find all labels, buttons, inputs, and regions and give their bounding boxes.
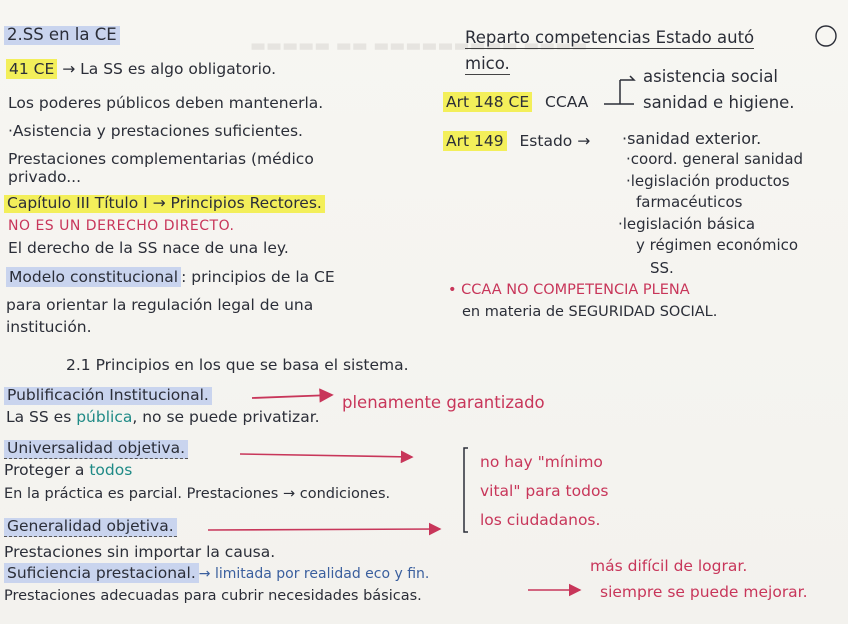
art149-line	[443, 134, 590, 150]
parcial-line: En la práctica es parcial. Prestaciones → condiciones.	[4, 486, 391, 502]
estado-item-1: ·sanidad exterior.	[622, 129, 762, 148]
complementarias-line: Prestaciones complementarias (médico	[8, 150, 314, 168]
plenamente-garantizado: plenamente garantizado	[342, 393, 545, 412]
principios-subheading: 2.1 Principios en los que se basa el sistema.	[66, 356, 409, 374]
reparto-title: Reparto competencias Estado autó	[465, 28, 755, 47]
privado-line: privado...	[8, 168, 82, 186]
publica-a: La SS es	[6, 408, 77, 426]
modelo-line	[6, 270, 335, 286]
right-note-2: siempre se puede mejorar.	[600, 583, 808, 601]
section-title: 2.SS en la CE	[4, 26, 120, 45]
reparto-title-cont: mico.	[465, 54, 510, 73]
art41-text: La SS es algo obligatorio.	[80, 60, 277, 78]
modelo-label: Modelo constitucional	[6, 267, 181, 287]
art148-line	[443, 95, 588, 111]
ccaa-label: CCAA	[545, 93, 589, 111]
publificacion-label: Publificación Institucional.	[4, 387, 212, 405]
estado-item-3: ·legislación productos	[626, 172, 790, 190]
ccaa-no-competencia: • CCAA NO COMPETENCIA PLENA	[448, 282, 690, 298]
notes-bracket	[464, 448, 468, 532]
ccaa-item-sanidad: sanidad e higiene.	[643, 93, 795, 112]
ccaa-item-asistencia: asistencia social	[643, 67, 779, 86]
corner-scribble-icon	[816, 26, 836, 46]
generalidad-arrow	[208, 529, 440, 530]
no-derecho-directo: NO ES UN DERECHO DIRECTO.	[8, 218, 235, 234]
art41-label: 41 CE	[6, 59, 57, 79]
bracket-note-1: no hay "mínimo	[480, 453, 603, 471]
suficiencia-label: Suficiencia prestacional.	[4, 563, 199, 583]
bleed-through-text: ▬▬▬▬▬ ▬▬ ▬▬▬▬▬▬▬▬▬ ▬▬▬▬	[250, 36, 588, 56]
universalidad-label: Universalidad objetiva.	[4, 440, 188, 459]
capitulo-label: Capítulo III Título I → Principios Rectores.	[4, 195, 325, 213]
art41-arrow: →	[62, 60, 76, 78]
publica-line	[6, 410, 320, 426]
derecho-ley-line: El derecho de la SS nace de una ley.	[8, 239, 289, 257]
art41-line	[6, 62, 276, 78]
proteger-a: Proteger a	[4, 461, 90, 479]
estado-item-4: farmacéuticos	[636, 193, 743, 211]
generalidad-label: Generalidad objetiva.	[4, 518, 177, 537]
modelo-rest: : principios de la CE	[181, 268, 335, 286]
ccaa-bracket	[604, 76, 634, 104]
estado-label: Estado →	[519, 132, 591, 150]
bracket-note-2: vital" para todos	[480, 482, 609, 500]
proteger-line	[4, 463, 132, 479]
estado-item-6: y régimen económico	[636, 236, 799, 254]
sin-importar-line: Prestaciones sin importar la causa.	[4, 543, 276, 561]
proteger-b: todos	[89, 461, 133, 479]
art148-label: Art 148 CE	[443, 92, 532, 112]
estado-item-5: ·legislación básica	[618, 215, 756, 233]
publica-b: pública	[76, 408, 133, 426]
poderes-line: Los poderes públicos deben mantenerla.	[8, 94, 324, 112]
publificacion-arrow	[252, 395, 332, 398]
bracket-note-3: los ciudadanos.	[480, 511, 601, 529]
estado-item-2: ·coord. general sanidad	[626, 150, 804, 168]
ccaa-materia: en materia de SEGURIDAD SOCIAL.	[462, 304, 718, 320]
institucion-line: institución.	[6, 318, 92, 336]
suficiencia-line	[4, 566, 429, 582]
adecuadas-line: Prestaciones adecuadas para cubrir necesidades básicas.	[4, 588, 422, 604]
orientar-line: para orientar la regulación legal de una	[6, 296, 314, 314]
suficiencia-note: → limitada por realidad eco y fin.	[198, 566, 430, 582]
right-note-1: más difícil de lograr.	[590, 557, 748, 575]
asistencia-line: ·Asistencia y prestaciones suficientes.	[8, 122, 303, 140]
publica-c: , no se puede privatizar.	[132, 408, 320, 426]
art149-label: Art 149	[443, 131, 507, 151]
universalidad-arrow	[240, 454, 412, 457]
estado-item-7: SS.	[650, 259, 674, 277]
